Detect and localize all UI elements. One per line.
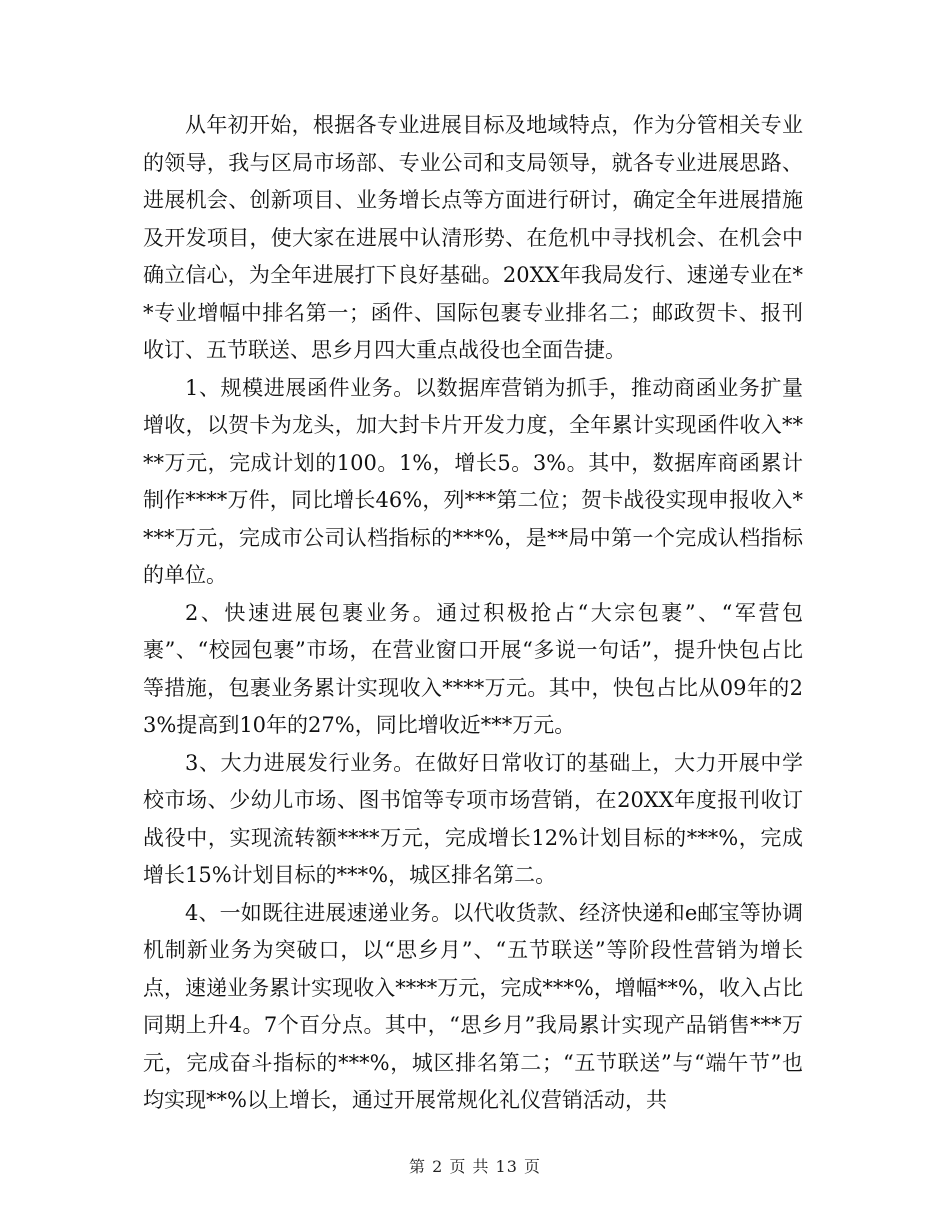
page-footer: 第 2 页 共 13 页 — [409, 1157, 541, 1176]
paragraph-parcel-business: 2、快速进展包裹业务。通过积极抢占“大宗包裹”、“军营包裹”、“校园包裹”市场，在营业窗口开展“多说一句话”，提升快包占比等措施，包裹业务累计实现收入****万元。其中，快包占比从09年的23%提高到10年的27%，同比增收近***万元。 — [143, 600, 803, 737]
paragraph-letters-business: 1、规模进展函件业务。以数据库营销为抓手，推动商函业务扩量增收，以贺卡为龙头，加大封卡片开发力度，全年累计实现函件收入****万元，完成计划的100。1%，增长5。3%。其中，数据库商函累计制作****万件，同比增长46%，列***第二位；贺卡战役实现申报收入****万元，完成市公司认档指标的***%，是**局中第一个完成认档指标的单位。 — [143, 375, 803, 587]
paragraph-express-business: 4、一如既往进展速递业务。以代收货款、经济快递和e邮宝等协调机制新业务为突破口，以“思乡月”、“五节联送”等阶段性营销为增长点，速递业务累计实现收入****万元，完成***%，增幅**%，收入占比同期上升4。7个百分点。其中，“思乡月”我局累计实现产品销售***万元，完成奋斗指标的***%，城区排名第二；“五节联送”与“端午节”也均实现**%以上增长，通过开展常规化礼仪营销活动，共 — [143, 900, 803, 1112]
paragraph-publication-business: 3、大力进展发行业务。在做好日常收订的基础上，大力开展中学校市场、少幼儿市场、图书馆等专项市场营销，在20XX年度报刊收订战役中，实现流转额****万元，完成增长12%计划目标的***%，完成增长15%计划目标的***%，城区排名第二。 — [143, 750, 803, 887]
document-body — [143, 107, 803, 1120]
paragraph-intro: 从年初开始，根据各专业进展目标及地域特点，作为分管相关专业的领导，我与区局市场部、专业公司和支局领导，就各专业进展思路、进展机会、创新项目、业务增长点等方面进行研讨，确定全年进展措施及开发项目，使大家在进展中认清形势、在危机中寻找机会、在机会中确立信心，为全年进展打下良好基础。20XX年我局发行、速递专业在**专业增幅中排名第一；函件、国际包裹专业排名二；邮政贺卡、报刊收订、五节联送、思乡月四大重点战役也全面告捷。 — [143, 113, 803, 362]
